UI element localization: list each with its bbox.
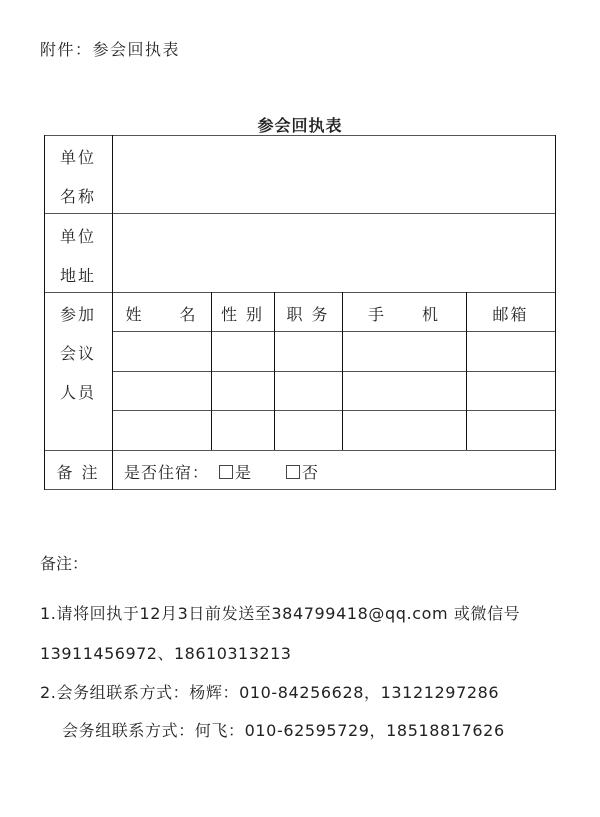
table-border-bottom (44, 489, 556, 490)
accommodation-no-option[interactable] (286, 460, 320, 483)
column-header-mobile: 手 机 (367, 305, 440, 324)
row-divider (44, 292, 556, 293)
form-title: 参会回执表 (257, 116, 343, 135)
attendee-email-cell[interactable] (467, 332, 554, 370)
row-divider (44, 213, 556, 214)
attendees-label: 参加 (59, 305, 96, 324)
attendee-row (112, 332, 556, 371)
option-no-label: 否 (302, 463, 320, 482)
accommodation-question: 是否住宿： (124, 463, 210, 482)
column-header-position: 职 务 (286, 305, 330, 324)
column-header-gender: 性 别 (220, 305, 265, 324)
attendee-gender-cell[interactable] (212, 411, 273, 449)
attendee-mobile-cell[interactable] (343, 372, 465, 409)
table-border-top (44, 135, 556, 136)
attendee-mobile-cell[interactable] (343, 411, 465, 449)
attendee-position-cell[interactable] (275, 332, 341, 370)
attendee-gender-cell[interactable] (212, 332, 273, 370)
attendee-name-cell[interactable] (113, 332, 210, 370)
row-divider (44, 450, 556, 451)
unit-name-label: 单位 (59, 148, 96, 167)
checkbox-icon[interactable] (286, 465, 300, 479)
checkbox-icon[interactable] (219, 465, 233, 479)
attendee-mobile-cell[interactable] (343, 332, 465, 370)
attendee-name-cell[interactable] (113, 372, 210, 409)
remarks-label: 备 注 (56, 463, 100, 482)
unit-name-field[interactable] (114, 137, 554, 212)
attendees-label: 人员 (59, 383, 96, 402)
note-item-1: 1.请将回执于12月3日前发送至384799418@qq.com 或微信号 (40, 604, 521, 623)
attendee-row (112, 411, 556, 450)
unit-address-label: 单位 (59, 227, 96, 246)
attendee-position-cell[interactable] (275, 411, 341, 449)
note-item-2-continued: 会务组联系方式：何飞：010-62595729，18518817626 (62, 721, 505, 740)
attendee-email-cell[interactable] (467, 411, 554, 449)
attendee-gender-cell[interactable] (212, 372, 273, 409)
note-item-1-continued: 13911456972、18610313213 (40, 644, 292, 663)
column-header-name: 姓 名 (125, 305, 198, 324)
column-header-email: 邮箱 (492, 305, 529, 324)
attachment-label: 附件：参会回执表 (40, 40, 181, 59)
unit-address-field[interactable] (114, 215, 554, 290)
option-yes-label: 是 (235, 463, 253, 482)
accommodation-yes-option[interactable] (219, 460, 253, 483)
attendees-label: 会议 (59, 344, 96, 363)
unit-address-label: 地址 (59, 266, 96, 285)
attendee-position-cell[interactable] (275, 372, 341, 409)
attendee-row (112, 372, 556, 410)
notes-heading: 备注： (40, 554, 89, 573)
unit-name-label: 名称 (59, 187, 96, 206)
attendee-name-cell[interactable] (113, 411, 210, 449)
note-item-2: 2.会务组联系方式：杨辉：010-84256628，13121297286 (40, 683, 500, 702)
attendee-email-cell[interactable] (467, 372, 554, 409)
